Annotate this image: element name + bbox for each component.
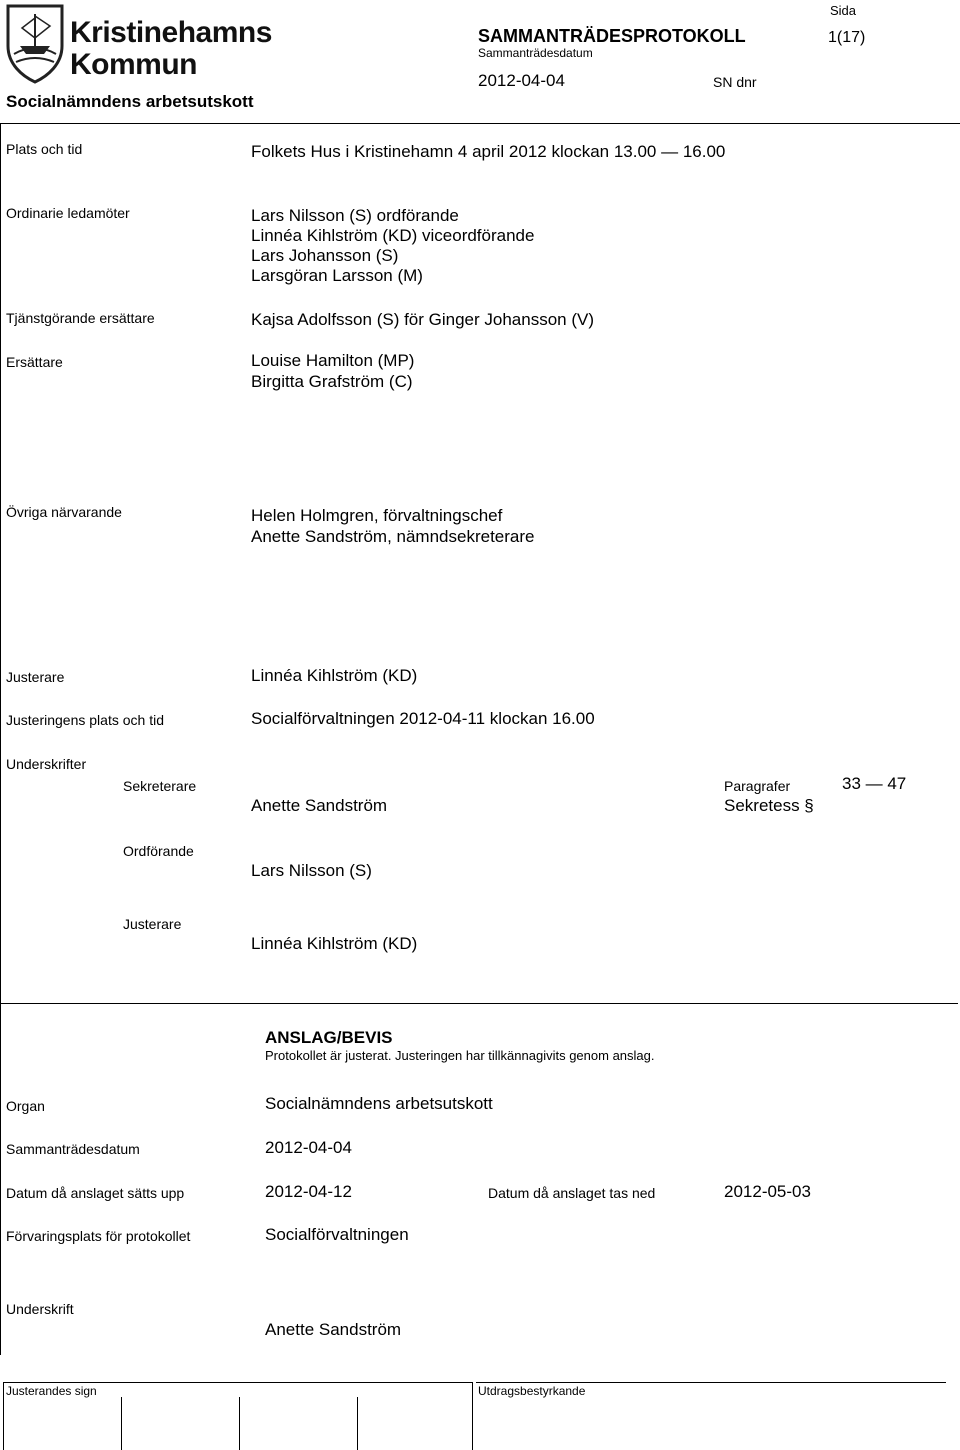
sign-box-divider <box>239 1397 240 1450</box>
organ-value: Socialnämndens arbetsutskott <box>265 1094 493 1113</box>
document-type: SAMMANTRÄDESPROTOKOLL <box>478 26 746 46</box>
extract-label: Utdragsbestyrkande <box>478 1384 586 1398</box>
notice-left-border <box>0 1003 1 1355</box>
adjustment-place-label: Justeringens plats och tid <box>6 712 164 728</box>
place-label: Plats och tid <box>6 141 83 157</box>
paragraphs-value: 33 — 47 <box>842 774 907 793</box>
sign-box-divider <box>472 1383 473 1450</box>
storage-value: Socialförvaltningen <box>265 1225 409 1244</box>
paragraphs-label: Paragrafer <box>724 778 791 794</box>
serving-substitutes-label: Tjänstgörande ersättare <box>6 310 155 326</box>
municipal-crest-logo <box>4 2 66 84</box>
chair-label: Ordförande <box>123 843 194 859</box>
place-value: Folkets Hus i Kristinehamn 4 april 2012 klockan 13.00 — 16.00 <box>251 142 726 161</box>
sign-box-divider <box>121 1397 122 1450</box>
signatures-label: Underskrifter <box>6 756 87 772</box>
substitutes-label: Ersättare <box>6 354 63 370</box>
adjuster-value: Linnéa Kihlström (KD) <box>251 666 418 685</box>
organ-label: Organ <box>6 1098 45 1114</box>
secretary-name: Anette Sandström <box>251 796 388 815</box>
storage-label: Förvaringsplats för protokollet <box>6 1228 191 1244</box>
adjuster-sign-label: Justerandes sign <box>6 1384 97 1398</box>
logo-wordmark-line1: Kristinehamns <box>70 16 272 49</box>
adjustment-place-value: Socialförvaltningen 2012-04-11 klockan 16.00 <box>251 709 595 728</box>
secretary-label: Sekreterare <box>123 778 197 794</box>
footer-line-right <box>476 1382 946 1383</box>
top-divider <box>0 123 960 124</box>
signature-adjuster-label: Justerare <box>123 916 182 932</box>
member-2: Linnéa Kihlström (KD) viceordförande <box>251 226 535 245</box>
section-divider <box>0 1003 958 1004</box>
posted-date-value: 2012-04-12 <box>265 1182 352 1201</box>
sign-box-divider <box>357 1397 358 1450</box>
removed-date-value: 2012-05-03 <box>724 1182 811 1201</box>
sn-dnr-label: SN dnr <box>713 74 757 90</box>
removed-date-label: Datum då anslaget tas ned <box>488 1185 656 1201</box>
adjuster-label: Justerare <box>6 669 65 685</box>
substitute-2: Birgitta Grafström (C) <box>251 372 413 391</box>
signature-adjuster-name: Linnéa Kihlström (KD) <box>251 934 418 953</box>
notice-title: ANSLAG/BEVIS <box>265 1028 393 1047</box>
notice-subtitle: Protokollet är justerat. Justeringen har tillkännagivits genom anslag. <box>265 1048 655 1063</box>
footer-line-left <box>3 1382 473 1383</box>
page-number: 1(17) <box>828 29 866 46</box>
others-present-label: Övriga närvarande <box>6 504 122 520</box>
secrecy-label: Sekretess § <box>724 796 814 815</box>
signature-value: Anette Sandström <box>265 1320 402 1339</box>
member-1: Lars Nilsson (S) ordförande <box>251 206 459 225</box>
notice-date-value: 2012-04-04 <box>265 1138 352 1157</box>
meeting-date-label: Sammanträdesdatum <box>478 46 593 60</box>
page-label: Sida <box>830 3 857 18</box>
left-border <box>0 123 1 1003</box>
other-present-1: Helen Holmgren, förvaltningschef <box>251 506 503 525</box>
committee-name: Socialnämndens arbetsutskott <box>6 92 254 111</box>
notice-date-label: Sammanträdesdatum <box>6 1141 140 1157</box>
signature-label: Underskrift <box>6 1301 74 1317</box>
posted-date-label: Datum då anslaget sätts upp <box>6 1185 185 1201</box>
meeting-date: 2012-04-04 <box>478 71 565 90</box>
logo-wordmark-line2: Kommun <box>70 48 197 81</box>
chair-name: Lars Nilsson (S) <box>251 861 372 880</box>
member-4: Larsgöran Larsson (M) <box>251 266 423 285</box>
other-present-2: Anette Sandström, nämndsekreterare <box>251 527 535 546</box>
members-label: Ordinarie ledamöter <box>6 205 130 221</box>
sign-box-divider <box>3 1383 4 1450</box>
substitute-1: Louise Hamilton (MP) <box>251 351 415 370</box>
serving-substitute: Kajsa Adolfsson (S) för Ginger Johansson (V) <box>251 310 594 329</box>
member-3: Lars Johansson (S) <box>251 246 399 265</box>
